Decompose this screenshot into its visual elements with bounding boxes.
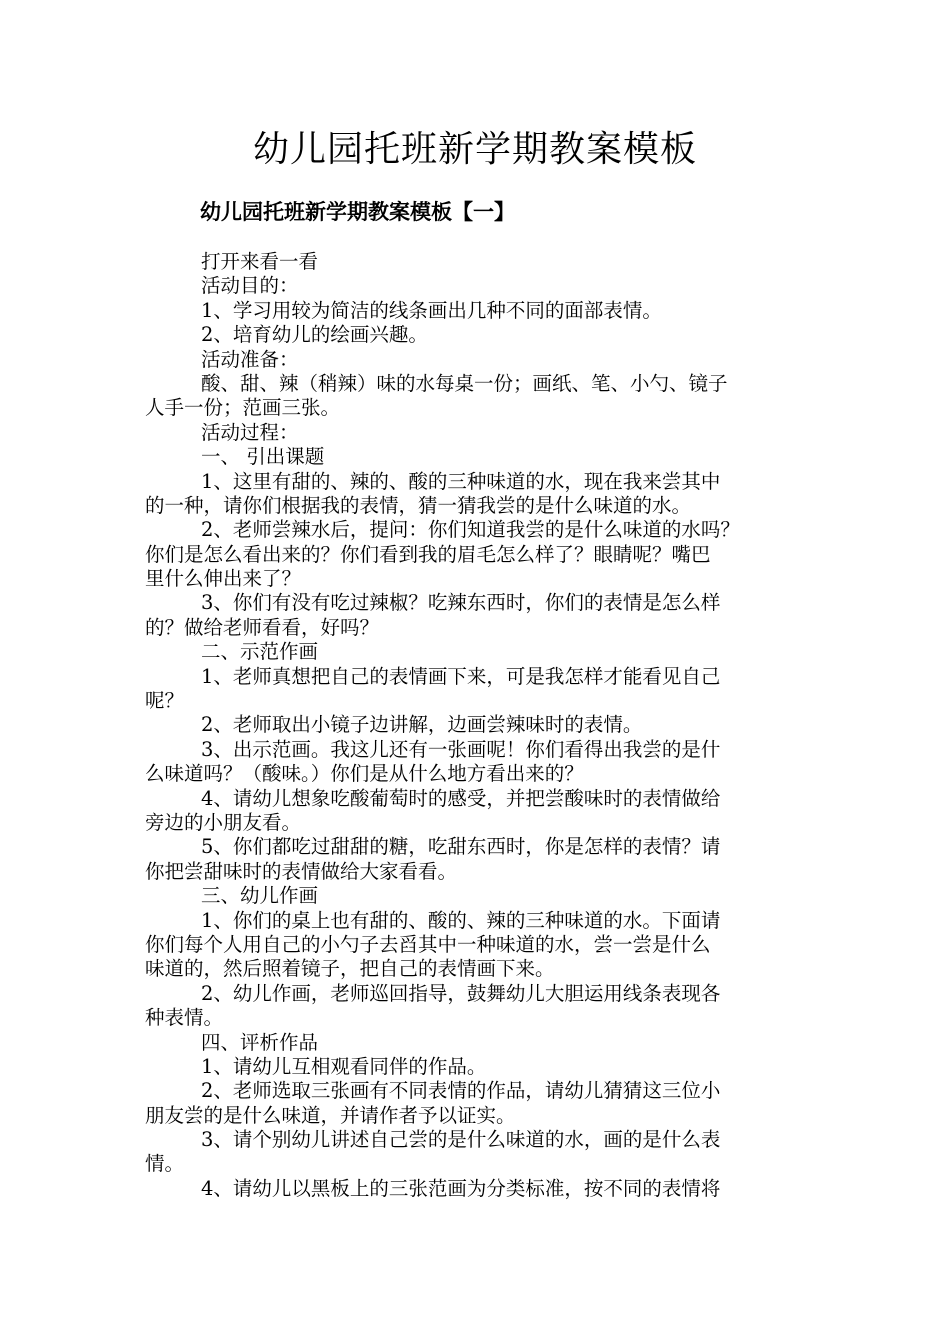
body-line: 一、 引出课题 — [201, 445, 325, 469]
body-line: 4、请幼儿以黑板上的三张范画为分类标准，按不同的表情将 — [201, 1176, 721, 1200]
body-line: 酸、甜、辣（稍辣）味的水每桌一份；画纸、笔、小勺、镜子 — [201, 371, 728, 395]
body-line: 人手一份；范画三张。 — [145, 396, 341, 420]
body-line: 1、这里有甜的、辣的、酸的三种味道的水，现在我来尝其中 — [201, 469, 721, 493]
body-line: 3、你们有没有吃过辣椒？吃辣东西时，你们的表情是怎么样 — [201, 591, 721, 615]
document-body — [145, 250, 810, 1201]
body-line: 2、培育幼儿的绘画兴趣。 — [201, 323, 428, 347]
body-line: 3、出示范画。我这儿还有一张画呢！你们看得出我尝的是什 — [201, 737, 721, 761]
body-line: 旁边的小朋友看。 — [145, 810, 302, 834]
body-line: 四、评析作品 — [201, 1030, 319, 1054]
body-line: 活动过程： — [201, 420, 299, 444]
body-line: 的一种，请你们根据我的表情，猜一猜我尝的是什么味道的水。 — [145, 493, 692, 517]
body-line: 打开来看一看 — [201, 250, 319, 273]
body-line: 1、你们的桌上也有甜的、酸的、辣的三种味道的水。下面请 — [201, 908, 721, 932]
body-line: 朋友尝的是什么味道，并请作者予以证实。 — [145, 1103, 516, 1127]
body-line: 2、老师取出小镜子边讲解，边画尝辣味时的表情。 — [201, 713, 643, 737]
body-line: 2、老师尝辣水后，提问：你们知道我尝的是什么味道的水吗？ — [201, 518, 740, 542]
body-line: 活动准备： — [201, 347, 299, 371]
body-line: 三、幼儿作画 — [201, 884, 319, 908]
body-line: 1、请幼儿互相观看同伴的作品。 — [201, 1054, 487, 1078]
body-line: 活动目的： — [201, 274, 299, 298]
body-line: 味道的，然后照着镜子，把自己的表情画下来。 — [145, 957, 555, 981]
body-line: 4、请幼儿想象吃酸葡萄时的感受，并把尝酸味时的表情做给 — [201, 786, 721, 810]
body-line: 3、请个别幼儿讲述自己尝的是什么味道的水，画的是什么表 — [201, 1128, 721, 1152]
body-line: 二、示范作画 — [201, 640, 319, 664]
body-line: 么味道吗？（酸味。）你们是从什么地方看出来的？ — [145, 762, 584, 786]
body-line: 里什么伸出来了？ — [145, 567, 302, 591]
document-title: 幼儿园托班新学期教案模板 — [252, 129, 697, 170]
body-line: 1、老师真想把自己的表情画下来，可是我怎样才能看见自己 — [201, 664, 721, 688]
body-line: 种表情。 — [145, 1006, 224, 1030]
body-line: 你们每个人用自己的小勺子去舀其中一种味道的水，尝一尝是什么 — [145, 932, 711, 956]
body-line: 情。 — [145, 1152, 185, 1176]
body-line: 呢？ — [145, 689, 185, 713]
body-line: 1、学习用较为简洁的线条画出几种不同的面部表情。 — [201, 298, 662, 322]
body-line: 的？做给老师看看，好吗？ — [145, 615, 380, 639]
document-subtitle: 幼儿园托班新学期教案模板【一】 — [200, 199, 515, 224]
body-line: 2、老师选取三张画有不同表情的作品，请幼儿猜猜这三位小 — [201, 1079, 721, 1103]
body-line: 你们是怎么看出来的？你们看到我的眉毛怎么样了？眼睛呢？嘴巴 — [145, 542, 711, 566]
body-line: 你把尝甜味时的表情做给大家看看。 — [145, 859, 458, 883]
body-line: 5、你们都吃过甜甜的糖，吃甜东西时，你是怎样的表情？请 — [201, 835, 721, 859]
body-line: 2、幼儿作画，老师巡回指导，鼓舞幼儿大胆运用线条表现各 — [201, 981, 721, 1005]
